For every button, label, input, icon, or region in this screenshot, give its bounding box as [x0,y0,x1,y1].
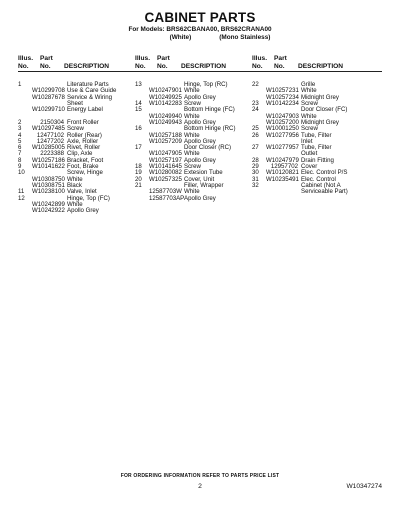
part-description: Serviceable Part) [301,188,348,196]
models-block [0,26,400,41]
part-description: Screw [301,125,318,133]
parts-column-2 [135,55,255,202]
column-header [135,55,255,72]
ordering-note: FOR ORDERING INFORMATION REFER TO PARTS PRICE LIST [120,473,280,479]
illus-number: 10 [18,169,25,177]
variant-white: (White) [169,33,192,41]
part-description: Inlet [301,137,313,145]
description-header: DESCRIPTION [298,62,344,70]
part-number: 12587703W [149,188,182,196]
part-description: Tube, Filter [301,144,332,152]
part-description: Tube, Filter [301,131,332,139]
illus-number: 21 [135,181,142,189]
part-number: W10235491 [266,175,299,183]
illus-header-bottom: No. [135,62,146,70]
part-number [266,189,301,195]
part-number: 2223388 [40,150,64,158]
illus-number: 29 [252,163,259,171]
part-header-bottom: No. [157,62,168,70]
column-header [18,55,136,72]
part-description: Service & Wiring [67,93,113,101]
part-number: W10247905 [149,150,182,158]
illus-number [18,208,32,214]
part-description: Cover [301,163,318,171]
part-description: White [67,200,83,208]
part-description: Axle, Roller [67,137,99,145]
part-description: Apollo Grey [184,156,216,164]
part-description: Elec. Control [301,175,336,183]
illus-no-header [135,55,157,70]
part-number: W10257209 [149,137,182,145]
part-description: Clip, Axle [67,150,93,158]
illus-header-top: Illus. [18,55,34,62]
illus-header-top: Illus. [135,55,151,62]
part-number: W10277956 [266,131,299,139]
illus-number: 22 [252,81,259,89]
illus-number: 13 [135,81,142,89]
part-description: White [184,188,200,196]
part-number: W10249940 [149,112,182,120]
part-description: Apollo Grey [184,93,216,101]
part-number: W10141645 [149,163,182,171]
part-number: 2150304 [40,118,64,126]
illus-number: 25 [252,125,259,133]
part-description: Rivet, Roller [67,144,101,152]
part-row [252,189,382,195]
parts-column-1 [18,55,136,214]
part-description: Elec. Control P/S [301,169,348,177]
illus-number: 16 [135,125,142,133]
illus-header-top: Illus. [252,55,268,62]
part-number: W10285005 [32,144,65,152]
part-description: Cabinet (Not A [301,181,341,189]
part-description: Apollo Grey [184,137,216,145]
part-description: Outlet [301,150,318,158]
part-number: W10280082 [149,169,182,177]
illus-number: 5 [18,137,22,145]
part-description: White [184,112,200,120]
part-number: 12587703AP [149,194,185,202]
part-no-header [40,55,64,70]
document-number: W10347274 [346,483,382,490]
illus-number: 20 [135,175,142,183]
part-no-header [274,55,298,70]
illus-number: 30 [252,169,259,177]
part-description: Grille [301,81,316,89]
part-number: W10257234 [266,93,299,101]
illus-number: 23 [252,100,259,108]
illus-number: 24 [252,106,259,114]
part-number: W10247901 [149,87,182,95]
part-description: White [184,87,200,95]
part-description: Use & Care Guide [67,87,117,95]
part-description: White [184,131,200,139]
illus-number [135,196,149,202]
variant-stainless: (Mono Stainless) [219,33,271,41]
part-description: Door Closer (RC) [184,144,232,152]
illus-number: 31 [252,175,259,183]
part-number: W10242899 [32,200,65,208]
part-description: White [301,112,317,120]
part-number: W10238100 [32,188,65,196]
part-header-bottom: No. [40,62,51,70]
part-row [18,208,136,214]
part-description: Bottom Hinge (FC) [184,106,235,114]
part-description: White [67,175,83,183]
illus-number: 19 [135,169,142,177]
illus-number: 11 [18,188,25,196]
part-number: W10308750 [32,175,65,183]
part-number: W10120821 [266,169,299,177]
part-number: W10142283 [149,100,182,108]
page-title: CABINET PARTS [144,10,256,25]
part-number: W10257231 [266,87,299,95]
part-number: W10257200 [266,118,299,126]
part-description: White [184,150,200,158]
part-description: Screw [301,100,318,108]
page-number: 2 [198,483,202,490]
illus-number: 14 [135,100,142,108]
part-number: W10257186 [32,156,65,164]
illus-no-header [18,55,40,70]
part-number: W10297485 [32,125,65,133]
part-description: Foot, Brake [67,163,99,171]
part-number: 12477102 [36,131,64,139]
part-number: 12957702 [270,163,298,171]
illus-number: 17 [135,144,142,152]
illus-number: 12 [18,194,25,202]
part-description: Hinge, Top (RC) [184,81,228,89]
part-description: Filler, Wrapper [184,181,224,189]
part-number: W10242922 [32,207,65,215]
illus-number: 2 [18,118,22,126]
illus-number: 9 [18,163,22,171]
illus-number: 3 [18,125,22,133]
part-description: Bottom Hinge (RC) [184,125,236,133]
part-number: W10299710 [32,106,65,114]
illus-number: 18 [135,163,142,171]
part-number: W10308751 [32,181,65,189]
part-number: W10142234 [266,100,299,108]
part-description: White [301,87,317,95]
part-number: W10001250 [266,125,299,133]
part-description: Extesion Tube [184,169,223,177]
illus-number: 4 [18,131,22,139]
illus-number: 32 [252,181,259,189]
illus-no-header [252,55,274,70]
illus-number: 27 [252,144,259,152]
model-variants [0,34,400,42]
part-header-top: Part [274,55,287,62]
illus-number: 6 [18,144,22,152]
illus-number: 7 [18,150,22,158]
part-description: Black [67,181,82,189]
parts-column-3 [252,55,382,196]
part-description: Midnight Grey [301,93,339,101]
part-number: W10247903 [266,112,299,120]
part-row [135,196,255,202]
part-description: Apollo Grey [184,118,216,126]
part-no-header [157,55,181,70]
part-number: W10299708 [32,87,65,95]
part-description: Midnight Grey [301,118,339,126]
part-header-bottom: No. [274,62,285,70]
part-description: Sheet [67,100,83,108]
part-description: Screw [184,163,201,171]
column-header [252,55,382,72]
part-number: W10247979 [266,156,299,164]
part-number: W10277957 [266,144,299,152]
part-number: 12477202 [36,137,64,145]
illus-number: 8 [18,156,22,164]
part-number: W10257188 [149,131,182,139]
part-description: Door Closer (FC) [301,106,348,114]
part-number: W10249925 [149,93,182,101]
part-description: Roller (Rear) [67,131,102,139]
illus-header-bottom: No. [18,62,29,70]
part-description: Screw, Hinge [67,169,103,177]
illus-number [252,189,266,195]
models-line: For Models: BRS62CBANA00, BRS62CRANA00 [128,26,272,33]
part-description: Bracket, Foot [67,156,104,164]
part-number: W10257197 [149,156,182,164]
part-number: W10257325 [149,175,182,183]
part-header-top: Part [40,55,53,62]
part-number: W10249943 [149,118,182,126]
part-description: Energy Label [67,106,103,114]
part-description: Apollo Grey [67,207,99,215]
illus-number: 26 [252,131,259,139]
illus-header-bottom: No. [252,62,263,70]
description-header: DESCRIPTION [64,62,110,70]
part-number: W10287678 [32,93,65,101]
part-description: Hinge, Top (FC) [67,194,110,202]
description-header: DESCRIPTION [181,62,227,70]
part-description: Valve, Inlet [67,188,97,196]
part-description: Drain Fitting [301,156,334,164]
part-description: Screw [184,100,201,108]
part-header-top: Part [157,55,170,62]
part-description: Screw [67,125,84,133]
part-description: Literature Parts [67,81,109,89]
part-description: Cover, Unit [184,175,215,183]
illus-number: 15 [135,106,142,114]
part-description: Apollo Grey [184,194,216,202]
part-number: W10141622 [32,163,65,171]
illus-number: 28 [252,156,259,164]
illus-number: 1 [18,81,22,89]
part-description: Front Roller [67,118,99,126]
